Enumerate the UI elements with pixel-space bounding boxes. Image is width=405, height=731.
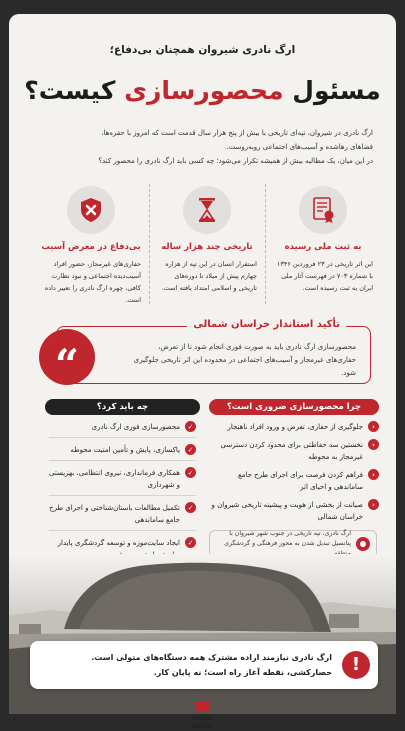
- intro-text: [43, 126, 373, 168]
- footer-text: [62, 650, 332, 680]
- title-part2: کیست؟: [24, 76, 125, 105]
- check-icon: ✓: [185, 467, 196, 478]
- citadel-illustration: [9, 554, 396, 714]
- todo-panel: [45, 399, 200, 565]
- intro-line: ارگ نادری در شیروان، تپه‌ای تاریخی با بیش از پنج هزار سال قدمت است که امروز با حفره‌ها،: [101, 129, 373, 137]
- divider: [265, 184, 266, 304]
- quote-icon: “: [39, 329, 95, 385]
- list-item-text: تکمیل مطالعات باستان‌شناختی و اجرای طرح جامع ساماندهی: [49, 504, 180, 524]
- feature-text: استقرار انسان در این تپه از هزاره چهارم پیش از میلاد تا دوره‌های تاریخی و اسلامی امتداد یافته است.: [161, 260, 257, 292]
- footer-line: حصارکشی، نقطه آغاز راه است؛ نه پایان کار.: [153, 668, 332, 677]
- todo-list: [45, 421, 200, 565]
- hourglass-icon: [183, 186, 231, 234]
- why-panel: [209, 399, 379, 523]
- divider: [149, 184, 150, 304]
- feature-title: تاریخی چند هزار ساله: [161, 242, 253, 252]
- quote-title: تأکید استاندار خراسان شمالی: [187, 319, 346, 330]
- title-highlight: محصورسازی: [124, 76, 284, 105]
- list-item-text: همکاری فرمانداری، نیروی انتظامی، بهزیستی و شهرداری: [49, 469, 180, 489]
- list-item-text: محصورسازی فوری ارگ نادری: [91, 423, 180, 431]
- chevron-icon: ›: [368, 469, 379, 480]
- feature-history: [151, 184, 263, 314]
- check-icon: ✓: [185, 421, 196, 432]
- location-text: ارگ نادری، تپه تاریخی در جنوب شهر شیروان با پتانسیل تبدیل شدن به محور فرهنگی و گردشگری: [224, 530, 351, 547]
- feature-title: به ثبت ملی رسیده: [284, 242, 362, 252]
- list-item: [49, 502, 196, 531]
- todo-heading: چه باید کرد؟: [45, 399, 200, 415]
- feature-national-registration: [267, 184, 379, 314]
- logo-mark-icon: [196, 701, 210, 711]
- list-item: [49, 444, 196, 461]
- list-item-text: ایجاد سایت‌موزه و توسعه گردشگری پایدار: [57, 539, 180, 547]
- list-item-text: پاکسازی، پایش و تأمین امنیت محوطه: [70, 446, 180, 454]
- page-title: [9, 76, 396, 105]
- title-part1: مسئول: [283, 76, 381, 105]
- location-pin-icon: [356, 537, 370, 551]
- why-heading: چرا محصورسازی ضروری است؟: [209, 399, 379, 415]
- chevron-icon: ›: [368, 421, 379, 432]
- shield-x-icon: [67, 186, 115, 234]
- why-list: [209, 421, 379, 523]
- list-item-text: صیانت از بخشی از هویت و پیشینه تاریخی شیروان و خراسان شمالی: [211, 501, 363, 521]
- footer-line: ارگ نادری نیازمند اراده مشترک همه دستگاه‌های متولی است.: [91, 653, 332, 662]
- citadel-photo: [9, 554, 396, 714]
- list-item-text: فراهم کردن فرصت برای اجرای طرح جامع ساماندهی و احیای اثر: [237, 471, 363, 491]
- governor-quote-box: [54, 319, 371, 389]
- chevron-icon: ›: [368, 499, 379, 510]
- chevron-icon: ›: [368, 439, 379, 450]
- warning-icon: !: [342, 651, 370, 679]
- feature-undefended: [35, 184, 147, 314]
- subtitle: ارگ نادری شیروان همچنان بی‌دفاع؛: [109, 44, 296, 56]
- check-icon: ✓: [185, 444, 196, 455]
- check-icon: ✓: [185, 537, 196, 548]
- footer-callout: [30, 641, 378, 689]
- logo-text: MEHR: [192, 715, 213, 722]
- list-item: [209, 421, 379, 433]
- feature-text: این اثر تاریخی در ۲۳ فروردین ۱۳۴۶ با شماره ۷۰۳ در فهرست آثار ملی ایران به ثبت رسیده است.: [276, 260, 373, 292]
- check-icon: ✓: [185, 502, 196, 513]
- intro-line: فضاهای رهاشده و آسیب‌های اجتماعی روبه‌روست.: [226, 143, 373, 151]
- list-item-text: نخستین سد حفاظتی برای محدود کردن دسترسی غیرمجاز به محوطه: [220, 441, 363, 461]
- intro-line: در این میان، یک مطالبه بیش از همیشه تکرار می‌شود؛ چه کسی باید ارگ نادری را محصور کند؟: [98, 157, 373, 165]
- list-item-text: جلوگیری از حفاری، تعرض و ورود افراد ناهنجار: [227, 423, 363, 431]
- mehr-news-logo: [9, 696, 396, 731]
- list-item: [49, 467, 196, 496]
- certificate-icon: [299, 186, 347, 234]
- quote-text: محصورسازی ارگ نادری باید به صورت فوری انجام شود تا از تعرض، حفاری‌های غیرمجاز و آسیب‌های اجتماعی در محدوده این اثر تاریخی جلوگیری شود.: [133, 343, 356, 377]
- list-item: [209, 469, 379, 493]
- feature-columns: [27, 184, 397, 314]
- feature-title: بی‌دفاع در معرض آسیب: [41, 242, 141, 252]
- logo-text: NEWS: [192, 723, 213, 730]
- list-item: [209, 439, 379, 463]
- infographic-card: [9, 14, 396, 730]
- feature-text: حفاری‌های غیرمجاز، حضور افراد آسیب‌دیده اجتماعی و نبود نظارت کافی، چهره ارگ نادری را تغییر داده است.: [44, 260, 141, 304]
- list-item: [49, 421, 196, 438]
- list-item: [209, 499, 379, 523]
